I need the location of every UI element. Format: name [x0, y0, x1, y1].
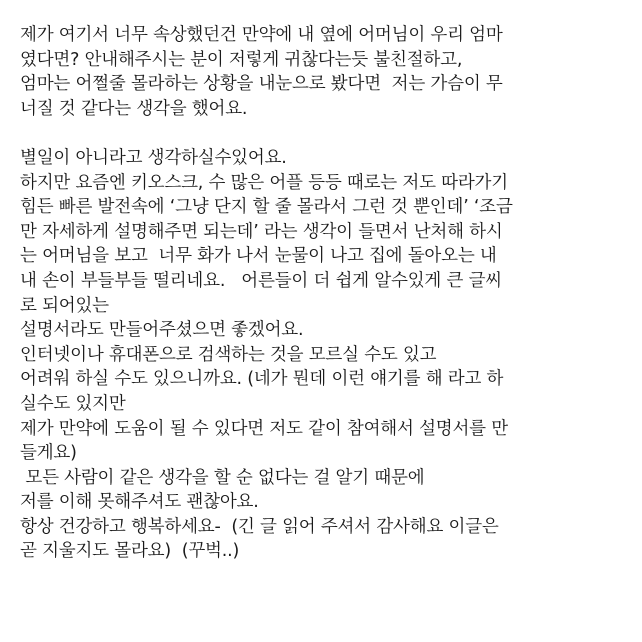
blank-line: [20, 121, 622, 146]
text-line: 로 되어있는: [20, 295, 109, 316]
text-line: 제가 여기서 너무 속상했던건 만약에 내 옆에 어머님이 우리 엄마: [20, 25, 503, 45]
text-line: 어려워 하실 수도 있으니까요. (네가 뭔데 이런 얘기를 해 라고 하: [20, 369, 504, 390]
text-line: 저를 이해 못해주셔도 괜찮아요.: [20, 492, 259, 513]
text-line: 실수도 있지만: [20, 393, 126, 414]
text-line: 인터넷이나 휴대폰으로 검색하는 것을 모르실 수도 있고: [20, 344, 437, 365]
text-line: 항상 건강하고 행복하세요- (긴 글 읽어 주셔서 감사해요 이글은: [20, 516, 499, 537]
text-line: 설명서라도 만들어주셨으면 좋겠어요.: [20, 320, 304, 341]
text-line: 별일이 아니라고 생각하실수있어요.: [20, 147, 287, 168]
text-line: 들게요): [20, 443, 77, 464]
text-line: 만 자세하게 설명해주면 되는데’ 라는 생각이 들면서 난처해 하시: [20, 221, 503, 242]
text-line: 힘든 빠른 발전속에 ‘그냥 단지 할 줄 몰라서 그런 것 뿐인데’ ‘조금: [20, 197, 513, 218]
text-line: 였다면? 안내해주시는 분이 저렇게 귀찮다는듯 불친절하고,: [20, 49, 463, 70]
text-line: 는 어머님을 보고 너무 화가 나서 눈물이 나고 집에 돌아오는 내: [20, 246, 497, 267]
text-line: 너질 것 같다는 생각을 했어요.: [20, 98, 248, 119]
text-line: 엄마는 어쩔줄 몰라하는 상황을 내눈으로 봤다면 저는 가슴이 무: [20, 74, 503, 95]
text-line: 하지만 요즘엔 키오스크, 수 많은 어플 등등 때로는 저도 따라가기: [20, 172, 508, 193]
text-line: 곧 지울지도 몰라요) (꾸벅..): [20, 541, 240, 562]
text-line: 모든 사람이 같은 생각을 할 순 없다는 걸 알기 때문에: [20, 467, 425, 488]
text-line: 내 손이 부들부들 떨리네요. 어른들이 더 쉽게 알수있게 큰 글씨: [20, 270, 502, 291]
text-line: 제가 만약에 도움이 될 수 있다면 저도 같이 참여해서 설명서를 만: [20, 418, 508, 439]
